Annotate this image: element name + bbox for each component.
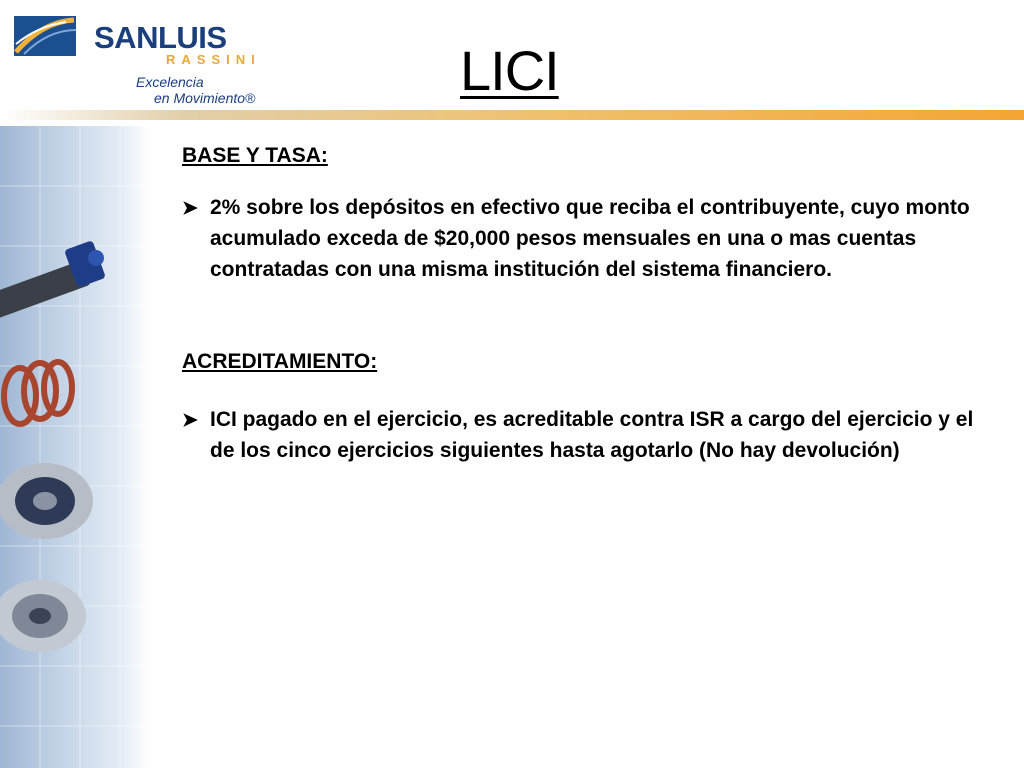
section-heading-acreditamiento: ACREDITAMIENTO: <box>182 350 378 373</box>
decorative-sidebar <box>0 126 150 768</box>
arrow-bullet-icon: ➤ <box>182 410 198 431</box>
brake-rotor-icon <box>0 580 86 652</box>
bullet-item <box>182 192 992 285</box>
header-divider-bar <box>0 110 1024 120</box>
auto-parts-illustration-icon <box>0 126 150 768</box>
shock-absorber-icon <box>0 240 106 321</box>
company-logo <box>14 10 274 105</box>
slogan-line-1: Excelencia <box>136 74 204 90</box>
coil-spring-icon <box>4 362 72 424</box>
arrow-bullet-icon: ➤ <box>182 198 198 219</box>
slide-title: LICI <box>460 39 559 102</box>
brand-name: SANLUIS <box>94 20 227 55</box>
brand-subname: RASSINI <box>166 52 261 67</box>
brake-disc-icon <box>0 463 93 539</box>
logo-emblem-icon <box>14 16 76 56</box>
slogan-line-2: en Movimiento® <box>154 90 256 106</box>
bullet-item <box>182 404 992 466</box>
section-heading-base-y-tasa: BASE Y TASA: <box>182 144 328 167</box>
bullet-text: ICI pagado en el ejercicio, es acreditable contra ISR a cargo del ejercicio y el de los cinco ejercicios siguientes hasta agotarlo (No hay devolución) <box>210 408 974 462</box>
bullet-text: 2% sobre los depósitos en efectivo que reciba el contribuyente, cuyo monto acumulado exceda de $20,000 pesos mensuales en una o mas cuentas contratadas con una misma institución del sistema financiero. <box>210 196 970 281</box>
